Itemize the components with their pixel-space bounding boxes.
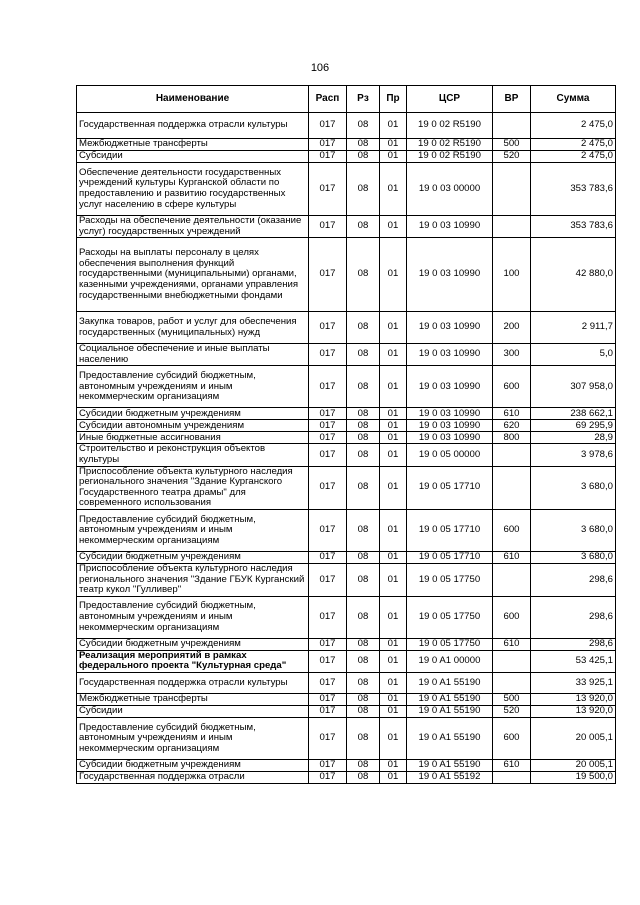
cell-csr: 19 0 02 R5190 — [407, 151, 493, 163]
cell-csr: 19 0 05 00000 — [407, 444, 493, 466]
cell-name: Государственная поддержка отрасли — [77, 771, 309, 783]
cell-sum: 5,0 — [531, 344, 616, 366]
table-row — [77, 672, 616, 693]
cell-pr: 01 — [380, 420, 407, 432]
table-row — [77, 163, 616, 216]
cell-rasp: 017 — [309, 705, 347, 717]
cell-csr: 19 0 02 R5190 — [407, 113, 493, 139]
cell-name: Социальное обеспечение и иные выплаты населению — [77, 344, 309, 366]
table-header-row — [77, 86, 616, 113]
cell-pr: 01 — [380, 466, 407, 509]
cell-pr: 01 — [380, 509, 407, 551]
cell-pr: 01 — [380, 113, 407, 139]
cell-pr: 01 — [380, 238, 407, 312]
cell-vr: 520 — [493, 151, 531, 163]
table-row — [77, 312, 616, 344]
cell-name: Расходы на выплаты персоналу в целях обеспечения выполнения функций государственными (муниципальными) органами, казенными учреждениями, органами управления государственными внебюджетными фондами — [77, 238, 309, 312]
cell-vr: 500 — [493, 693, 531, 705]
cell-csr: 19 0 05 17710 — [407, 466, 493, 509]
table-row — [77, 596, 616, 638]
cell-pr: 01 — [380, 596, 407, 638]
cell-rasp: 017 — [309, 551, 347, 563]
cell-rasp: 017 — [309, 432, 347, 444]
cell-csr: 19 0 05 17750 — [407, 596, 493, 638]
col-header-vr: ВР — [493, 86, 531, 113]
cell-name: Субсидии автономным учреждениям — [77, 420, 309, 432]
cell-csr: 19 0 03 10990 — [407, 366, 493, 408]
cell-name: Обеспечение деятельности государственных учреждений культуры Курганской области по предоставлению и развитию государственных услуг населению в сфере культуры — [77, 163, 309, 216]
cell-pr: 01 — [380, 344, 407, 366]
table-row — [77, 638, 616, 650]
table-row — [77, 705, 616, 717]
cell-sum: 3 680,0 — [531, 509, 616, 551]
cell-rasp: 017 — [309, 444, 347, 466]
cell-vr — [493, 771, 531, 783]
cell-vr: 500 — [493, 139, 531, 151]
cell-rz: 08 — [347, 139, 380, 151]
cell-csr: 19 0 03 10990 — [407, 420, 493, 432]
cell-rz: 08 — [347, 596, 380, 638]
cell-rasp: 017 — [309, 151, 347, 163]
cell-name: Межбюджетные трансферты — [77, 693, 309, 705]
cell-name: Иные бюджетные ассигнования — [77, 432, 309, 444]
cell-rasp: 017 — [309, 509, 347, 551]
cell-vr — [493, 672, 531, 693]
table-row — [77, 717, 616, 759]
cell-pr: 01 — [380, 444, 407, 466]
cell-rz: 08 — [347, 408, 380, 420]
cell-sum: 2 475,0 — [531, 151, 616, 163]
cell-rz: 08 — [347, 432, 380, 444]
cell-vr: 520 — [493, 705, 531, 717]
cell-rz: 08 — [347, 693, 380, 705]
cell-name: Предоставление субсидий бюджетным, автономным учреждениям и иным некоммерческим организациям — [77, 366, 309, 408]
cell-rz: 08 — [347, 650, 380, 672]
cell-csr: 19 0 02 R5190 — [407, 139, 493, 151]
cell-pr: 01 — [380, 650, 407, 672]
cell-sum: 3 978,6 — [531, 444, 616, 466]
cell-vr: 300 — [493, 344, 531, 366]
cell-pr: 01 — [380, 312, 407, 344]
col-header-pr: Пр — [380, 86, 407, 113]
cell-rasp: 017 — [309, 672, 347, 693]
cell-pr: 01 — [380, 563, 407, 596]
cell-rasp: 017 — [309, 771, 347, 783]
cell-rz: 08 — [347, 705, 380, 717]
cell-rasp: 017 — [309, 344, 347, 366]
cell-vr: 610 — [493, 759, 531, 771]
table-row — [77, 693, 616, 705]
cell-pr: 01 — [380, 717, 407, 759]
cell-pr: 01 — [380, 693, 407, 705]
table-row — [77, 113, 616, 139]
cell-rasp: 017 — [309, 408, 347, 420]
cell-sum: 353 783,6 — [531, 216, 616, 238]
cell-vr — [493, 466, 531, 509]
col-header-sum: Сумма — [531, 86, 616, 113]
table-row — [77, 759, 616, 771]
cell-sum: 3 680,0 — [531, 551, 616, 563]
cell-rz: 08 — [347, 420, 380, 432]
cell-sum: 307 958,0 — [531, 366, 616, 408]
table-row — [77, 650, 616, 672]
cell-csr: 19 0 A1 55190 — [407, 705, 493, 717]
cell-rz: 08 — [347, 509, 380, 551]
cell-vr — [493, 216, 531, 238]
cell-rz: 08 — [347, 563, 380, 596]
cell-vr — [493, 563, 531, 596]
col-header-rz: Рз — [347, 86, 380, 113]
cell-vr: 610 — [493, 638, 531, 650]
cell-rz: 08 — [347, 238, 380, 312]
cell-rz: 08 — [347, 638, 380, 650]
cell-name: Государственная поддержка отрасли культуры — [77, 113, 309, 139]
cell-rz: 08 — [347, 759, 380, 771]
cell-sum: 20 005,1 — [531, 759, 616, 771]
cell-pr: 01 — [380, 759, 407, 771]
cell-rasp: 017 — [309, 366, 347, 408]
cell-sum: 13 920,0 — [531, 693, 616, 705]
table-row — [77, 139, 616, 151]
cell-name: Государственная поддержка отрасли культуры — [77, 672, 309, 693]
cell-rz: 08 — [347, 344, 380, 366]
cell-rasp: 017 — [309, 216, 347, 238]
cell-sum: 2 911,7 — [531, 312, 616, 344]
cell-csr: 19 0 03 10990 — [407, 312, 493, 344]
cell-pr: 01 — [380, 771, 407, 783]
cell-sum: 69 295,9 — [531, 420, 616, 432]
cell-rz: 08 — [347, 551, 380, 563]
cell-sum: 33 925,1 — [531, 672, 616, 693]
cell-csr: 19 0 A1 55190 — [407, 693, 493, 705]
cell-pr: 01 — [380, 151, 407, 163]
table-row — [77, 466, 616, 509]
cell-rasp: 017 — [309, 650, 347, 672]
cell-sum: 20 005,1 — [531, 717, 616, 759]
cell-name: Субсидии бюджетным учреждениям — [77, 551, 309, 563]
cell-pr: 01 — [380, 432, 407, 444]
cell-pr: 01 — [380, 139, 407, 151]
cell-sum: 353 783,6 — [531, 163, 616, 216]
cell-vr: 200 — [493, 312, 531, 344]
table-row — [77, 563, 616, 596]
cell-rz: 08 — [347, 151, 380, 163]
cell-csr: 19 0 A1 55190 — [407, 717, 493, 759]
cell-rasp: 017 — [309, 139, 347, 151]
cell-rasp: 017 — [309, 596, 347, 638]
cell-name: Субсидии — [77, 151, 309, 163]
cell-sum: 2 475,0 — [531, 139, 616, 151]
cell-rz: 08 — [347, 466, 380, 509]
table-row — [77, 551, 616, 563]
cell-rasp: 017 — [309, 238, 347, 312]
cell-pr: 01 — [380, 408, 407, 420]
cell-pr: 01 — [380, 216, 407, 238]
cell-rasp: 017 — [309, 113, 347, 139]
cell-vr: 610 — [493, 551, 531, 563]
cell-vr: 800 — [493, 432, 531, 444]
cell-sum: 19 500,0 — [531, 771, 616, 783]
cell-pr: 01 — [380, 638, 407, 650]
table-row — [77, 509, 616, 551]
cell-vr: 600 — [493, 717, 531, 759]
cell-rasp: 017 — [309, 312, 347, 344]
cell-rasp: 017 — [309, 638, 347, 650]
cell-sum: 28,9 — [531, 432, 616, 444]
cell-rz: 08 — [347, 771, 380, 783]
cell-sum: 2 475,0 — [531, 113, 616, 139]
cell-name: Субсидии бюджетным учреждениям — [77, 408, 309, 420]
cell-csr: 19 0 A1 55192 — [407, 771, 493, 783]
cell-sum: 3 680,0 — [531, 466, 616, 509]
cell-sum: 13 920,0 — [531, 705, 616, 717]
col-header-rasp: Расп — [309, 86, 347, 113]
cell-vr — [493, 163, 531, 216]
cell-name: Расходы на обеспечение деятельности (оказание услуг) государственных учреждений — [77, 216, 309, 238]
cell-vr: 620 — [493, 420, 531, 432]
cell-name: Предоставление субсидий бюджетным, автономным учреждениям и иным некоммерческим организациям — [77, 596, 309, 638]
cell-name: Предоставление субсидий бюджетным, автономным учреждениям и иным некоммерческим организациям — [77, 509, 309, 551]
cell-rasp: 017 — [309, 717, 347, 759]
table-row — [77, 216, 616, 238]
cell-rz: 08 — [347, 312, 380, 344]
cell-rasp: 017 — [309, 163, 347, 216]
cell-name: Межбюджетные трансферты — [77, 139, 309, 151]
cell-sum: 53 425,1 — [531, 650, 616, 672]
cell-sum: 298,6 — [531, 638, 616, 650]
cell-rz: 08 — [347, 163, 380, 216]
cell-rasp: 017 — [309, 759, 347, 771]
table-row — [77, 151, 616, 163]
table-row — [77, 344, 616, 366]
cell-vr: 600 — [493, 366, 531, 408]
cell-rasp: 017 — [309, 693, 347, 705]
cell-pr: 01 — [380, 551, 407, 563]
cell-csr: 19 0 05 17750 — [407, 563, 493, 596]
cell-rz: 08 — [347, 672, 380, 693]
cell-rasp: 017 — [309, 563, 347, 596]
cell-name: Приспособление объекта культурного наследия регионального значения "Здание ГБУК Курганский театр кукол "Гулливер" — [77, 563, 309, 596]
cell-vr — [493, 113, 531, 139]
cell-csr: 19 0 A1 00000 — [407, 650, 493, 672]
cell-rasp: 017 — [309, 420, 347, 432]
cell-csr: 19 0 05 17750 — [407, 638, 493, 650]
cell-pr: 01 — [380, 672, 407, 693]
cell-rz: 08 — [347, 216, 380, 238]
col-header-csr: ЦСР — [407, 86, 493, 113]
cell-csr: 19 0 03 10990 — [407, 344, 493, 366]
cell-rz: 08 — [347, 113, 380, 139]
cell-csr: 19 0 03 10990 — [407, 408, 493, 420]
cell-name: Субсидии бюджетным учреждениям — [77, 638, 309, 650]
table-row — [77, 238, 616, 312]
cell-csr: 19 0 03 00000 — [407, 163, 493, 216]
cell-pr: 01 — [380, 163, 407, 216]
cell-csr: 19 0 03 10990 — [407, 216, 493, 238]
page-number: 106 — [310, 62, 330, 74]
cell-vr: 600 — [493, 596, 531, 638]
cell-name: Субсидии бюджетным учреждениям — [77, 759, 309, 771]
cell-name: Приспособление объекта культурного наследия регионального значения "Здание Курганского Государственного театра драмы" для современного использования — [77, 466, 309, 509]
table-row — [77, 432, 616, 444]
cell-rz: 08 — [347, 444, 380, 466]
cell-name: Закупка товаров, работ и услуг для обеспечения государственных (муниципальных) нужд — [77, 312, 309, 344]
cell-sum: 298,6 — [531, 596, 616, 638]
cell-sum: 42 880,0 — [531, 238, 616, 312]
cell-name: Предоставление субсидий бюджетным, автономным учреждениям и иным некоммерческим организациям — [77, 717, 309, 759]
cell-csr: 19 0 05 17710 — [407, 509, 493, 551]
table-row — [77, 771, 616, 783]
col-header-name: Наименование — [77, 86, 309, 113]
cell-pr: 01 — [380, 366, 407, 408]
table-row — [77, 366, 616, 408]
cell-csr: 19 0 05 17710 — [407, 551, 493, 563]
cell-vr — [493, 650, 531, 672]
cell-name: Строительство и реконструкция объектов культуры — [77, 444, 309, 466]
cell-vr — [493, 444, 531, 466]
budget-table — [76, 85, 616, 784]
cell-pr: 01 — [380, 705, 407, 717]
cell-vr: 100 — [493, 238, 531, 312]
cell-sum: 298,6 — [531, 563, 616, 596]
cell-csr: 19 0 03 10990 — [407, 432, 493, 444]
cell-rz: 08 — [347, 366, 380, 408]
cell-vr: 610 — [493, 408, 531, 420]
cell-name: Субсидии — [77, 705, 309, 717]
table-row — [77, 408, 616, 420]
cell-sum: 238 662,1 — [531, 408, 616, 420]
table-row — [77, 444, 616, 466]
cell-csr: 19 0 A1 55190 — [407, 759, 493, 771]
cell-name: Реализация мероприятий в рамках федерального проекта "Культурная среда" — [77, 650, 309, 672]
table-row — [77, 420, 616, 432]
cell-csr: 19 0 03 10990 — [407, 238, 493, 312]
cell-rasp: 017 — [309, 466, 347, 509]
cell-rz: 08 — [347, 717, 380, 759]
cell-vr: 600 — [493, 509, 531, 551]
cell-csr: 19 0 A1 55190 — [407, 672, 493, 693]
